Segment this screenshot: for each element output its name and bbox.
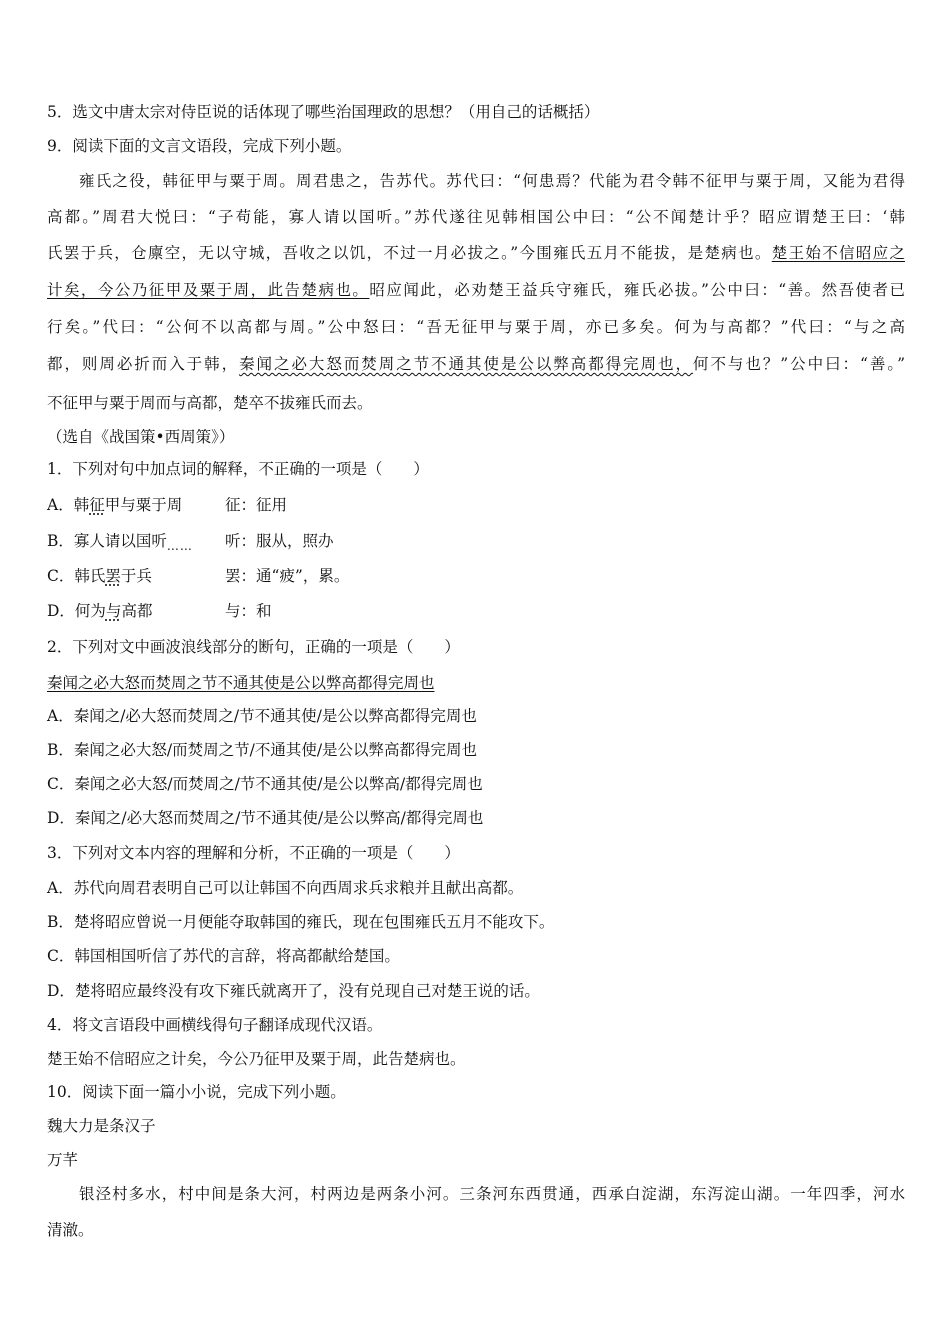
- q3-option-c: C．韩国相国听信了苏代的言辞，将高都献给楚国。: [47, 947, 400, 965]
- passage-line-6: 都，则周必折而入于韩，秦闻之必大怒而焚周之节不通其使是公以弊高都得完周也，何不与也？”公中曰：“善。”: [47, 355, 905, 373]
- q2-stem: 2．下列对文中画波浪线部分的断句，正确的一项是（ ）: [47, 638, 460, 656]
- q1-gloss-c: 罢：通“疲”，累。: [225, 567, 350, 585]
- story-paragraph-line-2: 清澈。: [47, 1221, 94, 1239]
- emphasis-dots: ……: [166, 539, 193, 553]
- q1-option-b: B．寡人请以国听$_{\dots\dots}$: [47, 532, 193, 553]
- passage-line-5: 行矣。”代曰：“公何不以高都与周。”公中怒曰：“吾无征甲与粟于周，亦已多矣。何为与高都？”代曰：“与之高: [47, 318, 905, 336]
- q2-sentence: 秦闻之必大怒而焚周之节不通其使是公以弊高都得完周也: [47, 674, 435, 692]
- q4-stem: 4．将文言语段中画横线得句子翻译成现代汉语。: [47, 1016, 383, 1034]
- passage-line-7: 不征甲与粟于周而与高都，楚卒不拔雍氏而去。: [47, 394, 373, 412]
- story-title: 魏大力是条汉子: [47, 1117, 156, 1135]
- underlined-sentence-part-1: 楚王始不信昭应之: [771, 244, 905, 262]
- dotted-word: 罢: [105, 567, 121, 585]
- dotted-word: 与: [105, 602, 122, 620]
- q1-option-d: D．何为与高都: [47, 602, 153, 620]
- q1-gloss-a: 征：征用: [225, 496, 288, 514]
- q2-option-d: D．秦闻之/必大怒而焚周之/节不通其使/是公以弊高/都得完周也: [47, 809, 484, 827]
- q1-gloss-d: 与：和: [225, 602, 272, 620]
- passage-line-3: 氏罢于兵，仓廪空，无以守城，吾收之以饥，不过一月必拔之。”今围雍氏五月不能拔，是楚病也。楚王始不信昭应之: [47, 244, 905, 262]
- story-author: 万芊: [47, 1151, 79, 1169]
- q2-option-c: C．秦闻之必大怒/而焚周之/节不通其使/是公以弊高/都得完周也: [47, 775, 483, 793]
- q1-gloss-b: 听：服从，照办: [225, 532, 334, 550]
- wavy-underlined-sentence: 秦闻之必大怒而焚周之节不通其使是公以弊高都得完周也，: [239, 355, 693, 373]
- passage-line-4: 计矣，今公乃征甲及粟于周，此告楚病也。昭应闻此，必劝楚王益兵守雍氏，雍氏必拔。”公中曰：“善。然吾使者已: [47, 281, 905, 299]
- passage-line-1: 雍氏之役，韩征甲与粟于周。周君患之，告苏代。苏代曰：“何患焉？代能为君令韩不征甲与粟于周，又能为君得: [79, 172, 905, 190]
- q1-option-a: A．韩征甲与粟于周: [47, 496, 183, 514]
- q2-option-a: A．秦闻之/必大怒而焚周之/节不通其使/是公以弊高都得完周也: [47, 707, 477, 725]
- passage-source: （选自《战国策•西周策》）: [47, 428, 235, 446]
- dotted-word: 征: [89, 496, 105, 514]
- q2-option-b: B．秦闻之必大怒/而焚周之节/不通其使/是公以弊高都得完周也: [47, 741, 478, 759]
- q4-sentence: 楚王始不信昭应之计矣，今公乃征甲及粟于周，此告楚病也。: [47, 1050, 466, 1068]
- question-5: 5．选文中唐太宗对侍臣说的话体现了哪些治国理政的思想？（用自己的话概括）: [47, 103, 600, 121]
- question-10-intro: 10．阅读下面一篇小小说，完成下列小题。: [47, 1083, 346, 1101]
- q1-option-c: C．韩氏罢于兵: [47, 567, 152, 585]
- q1-stem: 1．下列对句中加点词的解释，不正确的一项是（ ）: [47, 460, 429, 478]
- passage-line-2: 高都。”周君大悦曰：“子苟能，寡人请以国听。”苏代遂往见韩相国公中曰：“公不闻楚计乎？昭应谓楚王曰：‘韩: [47, 208, 905, 226]
- q3-option-b: B．楚将昭应曾说一月便能夺取韩国的雍氏，现在包围雍氏五月不能攻下。: [47, 913, 555, 931]
- q3-option-d: D．楚将昭应最终没有攻下雍氏就离开了，没有兑现自己对楚王说的话。: [47, 982, 540, 1000]
- q3-option-a: A．苏代向周君表明自己可以让韩国不向西周求兵求粮并且献出高都。: [47, 879, 524, 897]
- q3-stem: 3．下列对文本内容的理解和分析，不正确的一项是（ ）: [47, 844, 460, 862]
- dotted-word: 听: [151, 532, 167, 550]
- question-9-intro: 9．阅读下面的文言文语段，完成下列小题。: [47, 137, 352, 155]
- underlined-sentence-part-2: 计矣，今公乃征甲及粟于周，此告楚病也。: [47, 281, 370, 299]
- story-paragraph-line-1: 银泾村多水，村中间是条大河，村两边是两条小河。三条河东西贯通，西承白淀湖，东泻淀山湖。一年四季，河水: [79, 1185, 905, 1203]
